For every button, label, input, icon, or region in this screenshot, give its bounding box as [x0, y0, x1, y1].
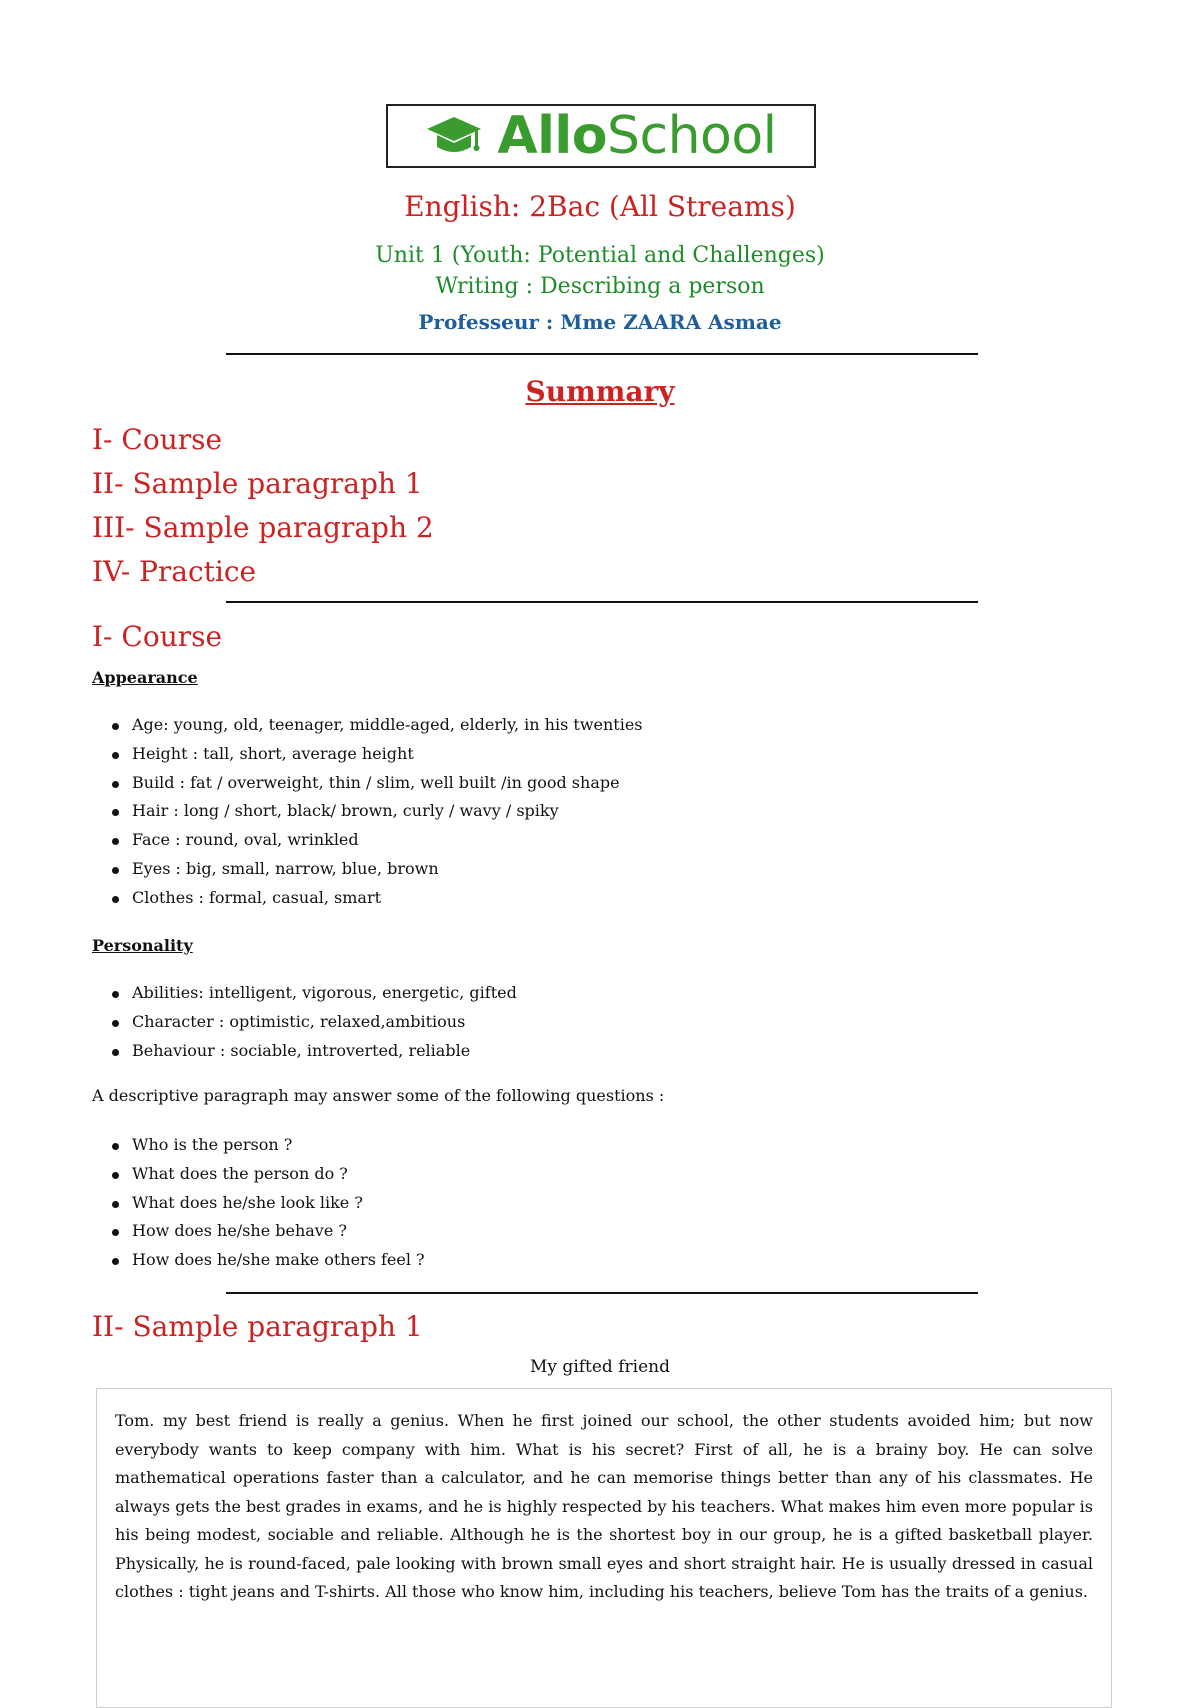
logo-wordmark-bold: Allo: [497, 106, 607, 166]
questions-list: [110, 1131, 425, 1275]
list-item: Age: young, old, teenager, middle-aged, elderly, in his twenties: [110, 711, 643, 740]
document-title: English: 2Bac (All Streams): [404, 190, 796, 223]
list-item: Character : optimistic, relaxed,ambitious: [110, 1008, 517, 1037]
sample-1-title: My gifted friend: [530, 1357, 670, 1377]
summary-list: [92, 418, 434, 594]
alloschool-logo: [386, 104, 816, 168]
logo-wordmark: [497, 106, 777, 166]
list-item: Hair : long / short, black/ brown, curly / wavy / spiky: [110, 797, 643, 826]
list-item: Face : round, oval, wrinkled: [110, 826, 643, 855]
list-item: Abilities: intelligent, vigorous, energetic, gifted: [110, 979, 517, 1008]
list-item: Height : tall, short, average height: [110, 740, 643, 769]
list-item: How does he/she make others feel ?: [110, 1246, 425, 1275]
list-item: Who is the person ?: [110, 1131, 425, 1160]
graduation-cap-icon: [425, 113, 483, 159]
divider: [226, 353, 978, 355]
list-item: Eyes : big, small, narrow, blue, brown: [110, 855, 643, 884]
list-item: Build : fat / overweight, thin / slim, well built /in good shape: [110, 769, 643, 798]
summary-item-sample-2[interactable]: III- Sample paragraph 2: [92, 511, 434, 544]
appearance-list: [110, 711, 643, 913]
professor-name: Professeur : Mme ZAARA Asmae: [418, 310, 782, 334]
summary-item-sample-1[interactable]: II- Sample paragraph 1: [92, 467, 423, 500]
questions-intro: A descriptive paragraph may answer some of the following questions :: [92, 1086, 665, 1105]
summary-heading: Summary: [525, 375, 675, 408]
list-item: Clothes : formal, casual, smart: [110, 884, 643, 913]
list-item: What does the person do ?: [110, 1160, 425, 1189]
logo-wordmark-regular: School: [606, 106, 777, 166]
summary-item-practice[interactable]: IV- Practice: [92, 555, 257, 588]
appearance-label: Appearance: [92, 668, 198, 687]
personality-list: [110, 979, 517, 1065]
divider: [226, 1292, 978, 1294]
sample-1-heading: II- Sample paragraph 1: [92, 1310, 423, 1343]
list-item: Behaviour : sociable, introverted, reliable: [110, 1037, 517, 1066]
unit-subtitle: Unit 1 (Youth: Potential and Challenges): [375, 243, 825, 268]
summary-item-course[interactable]: I- Course: [92, 423, 223, 456]
course-heading: I- Course: [92, 620, 223, 653]
writing-subtitle: Writing : Describing a person: [435, 274, 765, 299]
list-item: How does he/she behave ?: [110, 1217, 425, 1246]
divider: [226, 601, 978, 603]
list-item: What does he/she look like ?: [110, 1189, 425, 1218]
personality-label: Personality: [92, 936, 193, 955]
sample-1-paragraph: Tom. my best friend is really a genius. When he first joined our school, the other students avoided him; but now everybody wants to keep company with him. What is his secret? First of all, he is a brainy boy. He can solve mathematical operations faster than a calculator, and he can memorise things better than any of his classmates. He always gets the best grades in exams, and he is highly respected by his teachers. What makes him even more popular is his being modest, sociable and reliable. Although he is the shortest boy in our group, he is a gifted basketball player. Physically, he is round-faced, pale looking with brown small eyes and short straight hair. He is usually dressed in casual clothes : tight jeans and T-shirts. All those who know him, including his teachers, believe Tom has the traits of a genius.: [96, 1388, 1112, 1708]
